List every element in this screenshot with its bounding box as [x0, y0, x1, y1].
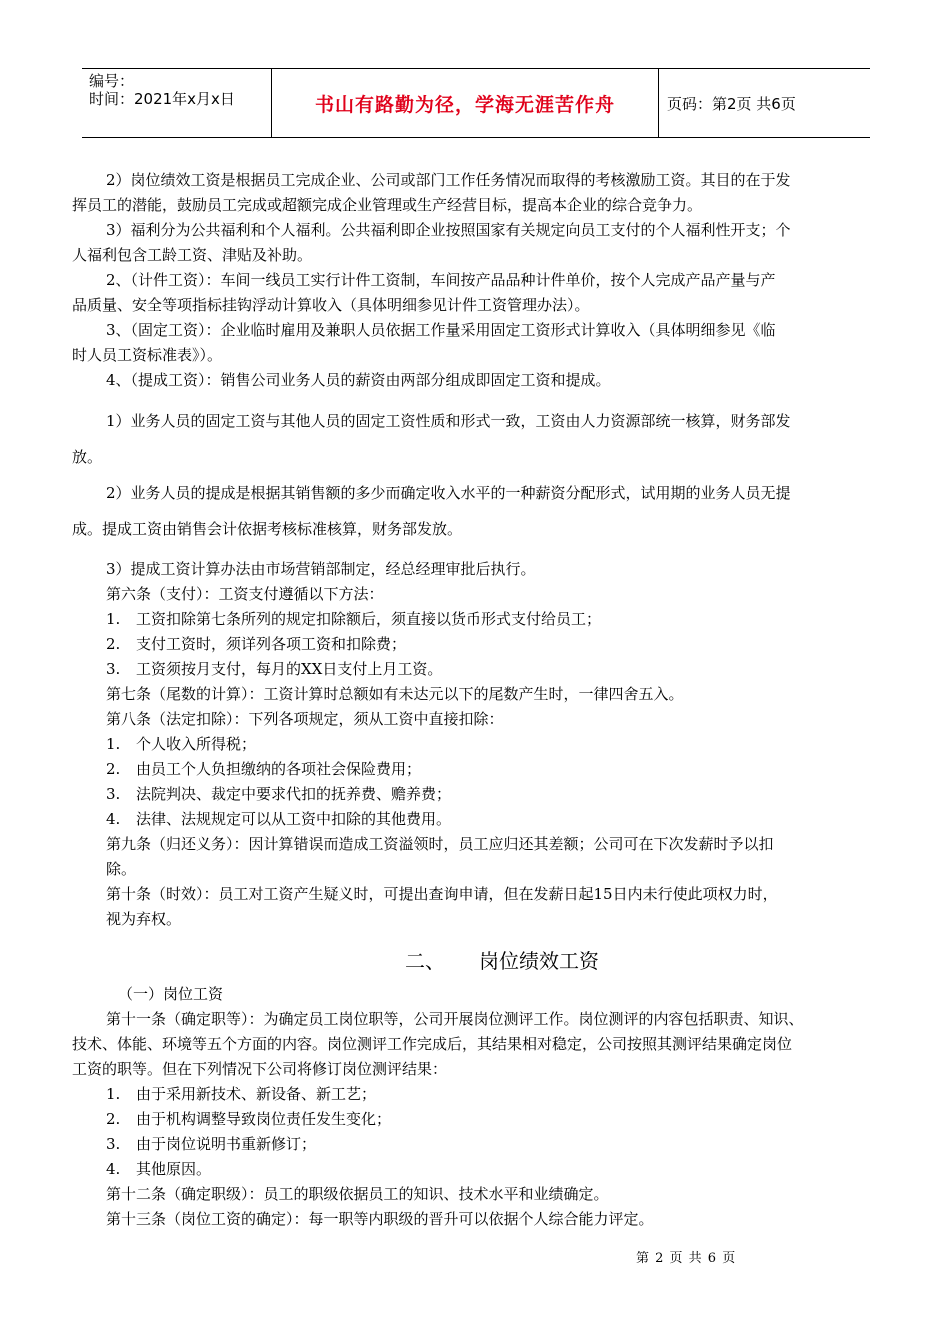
article-8: 第八条（法定扣除）：下列各项规定，须从工资中直接扣除：: [106, 710, 504, 728]
section-heading: [106, 946, 878, 976]
section-number: 二、: [405, 949, 445, 973]
section-title: 岗位绩效工资: [479, 949, 599, 973]
list-item: 3. 法院判决、裁定中要求代扣的抚养费、赡养费；: [106, 785, 452, 803]
list-item: 4. 其他原因。: [106, 1160, 212, 1178]
paragraph-performance-pay: 2）岗位绩效工资是根据员工完成企业、公司或部门工作任务情况而取得的考核激励工资。其目的在于发 挥员工的潜能，鼓励员工完成或超额完成企业管理或生产经营目标，提高本企业的综合竞争力。: [72, 171, 791, 214]
list-item: 3. 工资须按月支付，每月的XX日支付上月工资。: [106, 660, 443, 678]
paragraph-sales-fixed-wage: 1）业务人员的固定工资与其他人员的固定工资性质和形式一致，工资由人力资源部统一核算，财务部发 放。: [72, 412, 791, 466]
article-9: 第九条（归还义务）：因计算错误而造成工资溢领时，员工应归还其差额；公司可在下次发薪时予以扣 除。: [106, 835, 774, 878]
article-7: 第七条（尾数的计算）：工资计算时总额如有未达元以下的尾数产生时，一律四舍五入。: [106, 685, 684, 703]
paragraph-commission-wage: 4、（提成工资）：销售公司业务人员的薪资由两部分组成即固定工资和提成。: [106, 371, 611, 389]
paragraph-fixed-wage: 3、（固定工资）：企业临时雇用及兼职人员依据工作量采用固定工资形式计算收入（具体明细参见《临 时人员工资标准表》）。: [72, 321, 776, 364]
article-10: 第十条（时效）：员工对工资产生疑义时，可提出查询申请，但在发薪日起15日内未行使此项权力时， 视为弃权。: [106, 885, 778, 928]
list-item: 2. 由于机构调整导致岗位责任发生变化；: [106, 1110, 392, 1128]
list-item: 1. 由于采用新技术、新设备、新工艺；: [106, 1085, 377, 1103]
paragraph-sales-commission: 2）业务人员的提成是根据其销售额的多少而确定收入水平的一种薪资分配形式，试用期的业务人员无提 成。提成工资由销售会计依据考核标准核算，财务部发放。: [72, 484, 791, 538]
article-6: 第六条（支付）：工资支付遵循以下方法：: [106, 585, 384, 603]
document-number-label: 编号：: [89, 72, 135, 90]
header-page-number: 页码：第2页 共6页: [667, 94, 796, 113]
list-item: 1. 工资扣除第七条所列的规定扣除额后，须直接以货币形式支付给员工；: [106, 610, 602, 628]
subsection-heading: （一）岗位工资: [118, 985, 224, 1003]
paragraph-piece-wage: 2、（计件工资）：车间一线员工实行计件工资制，车间按产品品种计件单价，按个人完成产品产量与产 品质量、安全等项指标挂钩浮动计算收入（具体明细参见计件工资管理办法）。: [72, 271, 776, 314]
list-item: 4. 法律、法规规定可以从工资中扣除的其他费用。: [106, 810, 452, 828]
article-11: 第十一条（确定职等）：为确定员工岗位职等，公司开展岗位测评工作。岗位测评的内容包括职责、知识、 技术、体能、环境等五个方面的内容。岗位测评工作完成后，其结果相对稳定，公司按照其测评结果确定岗位 工资的职等。但在下列情况下公司将修订岗位测评结果：: [72, 1010, 804, 1078]
footer-page-number: 第 2 页 共 6 页: [636, 1251, 737, 1266]
paragraph-welfare: 3）福利分为公共福利和个人福利。公共福利即企业按照国家有关规定向员工支付的个人福利性开支；个 人福利包含工龄工资、津贴及补助。: [72, 221, 791, 264]
list-item: 2. 由员工个人负担缴纳的各项社会保险费用；: [106, 760, 422, 778]
header-motto: 书山有路勤为径，学海无涯苦作舟: [272, 69, 659, 137]
header-left-cell: [82, 69, 272, 137]
header-table: [82, 68, 870, 138]
paragraph-commission-method: 3）提成工资计算办法由市场营销部制定，经总经理审批后执行。: [106, 560, 536, 578]
list-item: 1. 个人收入所得税；: [106, 735, 257, 753]
list-item: 2. 支付工资时，须详列各项工资和扣除费；: [106, 635, 407, 653]
document-date-label: 时间：2021年x月x日: [89, 90, 235, 108]
article-12: 第十二条（确定职级）：员工的职级依据员工的知识、技术水平和业绩确定。: [106, 1185, 609, 1203]
list-item: 3. 由于岗位说明书重新修订；: [106, 1135, 317, 1153]
article-13: 第十三条（岗位工资的确定）：每一职等内职级的晋升可以依据个人综合能力评定。: [106, 1210, 654, 1228]
document-body: [72, 168, 878, 1232]
